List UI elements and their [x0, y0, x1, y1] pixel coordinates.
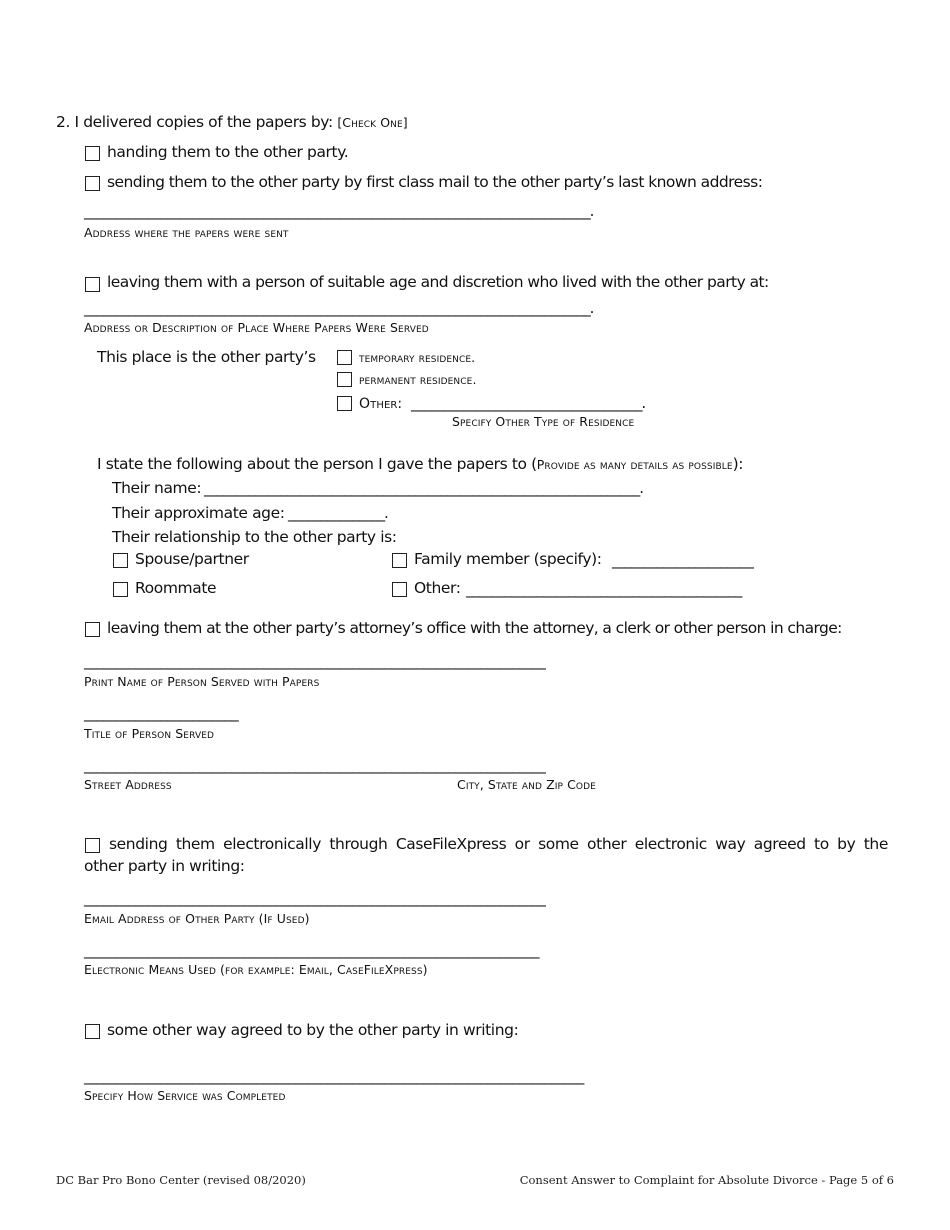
their-name-label: Their name: [112, 479, 202, 497]
attorney-office-checkbox[interactable] [85, 622, 100, 637]
email-address-field[interactable]: ________________________________________________________________________ [84, 889, 545, 907]
temporary-residence-label: temporary residence. [359, 350, 476, 365]
person-served-name-field[interactable]: ________________________________________________________________________ [84, 652, 545, 670]
attorney-office-label: leaving them at the other party’s attorney’s office with the attorney, a clerk or other person in charge: [107, 619, 842, 637]
other-way-caption: Specify How Service was Completed [84, 1088, 286, 1103]
permanent-residence-checkbox[interactable] [337, 372, 352, 387]
mail-address-field[interactable]: _______________________________________________________________________________. [84, 202, 594, 220]
electronic-delivery-label-line1: sending them electronically through CaseFileXpress or some other electronic way agreed to by the [109, 835, 888, 853]
city-state-zip-caption: City, State and Zip Code [457, 777, 596, 792]
their-age-field[interactable]: _______________. [288, 504, 388, 522]
electronic-delivery-label-line2: other party in writing: [84, 857, 245, 875]
other-relationship-label: Other: [414, 579, 461, 597]
check-one-note: [Check One] [337, 115, 408, 130]
mail-delivery-label: sending them to the other party by first class mail to the other party’s last known address: [107, 173, 763, 191]
footer-left: DC Bar Pro Bono Center (revised 08/2020) [56, 1173, 306, 1187]
electronic-delivery-checkbox[interactable] [85, 838, 100, 853]
person-served-title-field[interactable]: ________________________ [84, 704, 238, 722]
roommate-label: Roommate [135, 579, 217, 597]
mail-address-caption: Address where the papers were sent [84, 225, 289, 240]
other-relationship-checkbox[interactable] [392, 582, 407, 597]
suitable-person-label: leaving them with a person of suitable age and discretion who lived with the other party at: [107, 273, 769, 291]
hand-delivery-label: handing them to the other party. [107, 143, 349, 161]
relationship-label: Their relationship to the other party is: [112, 528, 397, 546]
family-member-field[interactable]: ______________________ [612, 551, 753, 569]
their-age-label: Their approximate age: [112, 504, 285, 522]
footer-right: Consent Answer to Complaint for Absolute Divorce - Page 5 of 6 [519, 1173, 894, 1187]
served-address-caption: Address or Description of Place Where Papers Were Served [84, 320, 429, 335]
other-way-checkbox[interactable] [85, 1024, 100, 1039]
other-relationship-field[interactable]: ___________________________________________ [466, 580, 742, 598]
electronic-means-field[interactable]: _______________________________________________________________________ [84, 941, 539, 959]
served-address-field[interactable]: _______________________________________________________________________________. [84, 299, 594, 317]
person-served-title-caption: Title of Person Served [84, 726, 215, 741]
other-way-field[interactable]: ______________________________________________________________________________ [84, 1067, 584, 1085]
section-title: I delivered copies of the papers by: [74, 113, 333, 131]
mail-delivery-checkbox[interactable] [85, 176, 100, 191]
family-member-checkbox[interactable] [392, 553, 407, 568]
place-intro: This place is the other party’s [97, 348, 316, 366]
roommate-checkbox[interactable] [113, 582, 128, 597]
other-residence-label: Other: [359, 396, 403, 412]
hand-delivery-checkbox[interactable] [85, 146, 100, 161]
suitable-person-checkbox[interactable] [85, 277, 100, 292]
their-name-field[interactable]: ____________________________________________________________________. [204, 479, 643, 497]
email-address-caption: Email Address of Other Party (If Used) [84, 911, 310, 926]
spouse-label: Spouse/partner [135, 550, 249, 568]
person-details-intro: I state the following about the person I gave the papers to (Provide as many details as possible): [97, 455, 744, 473]
other-residence-checkbox[interactable] [337, 396, 352, 411]
street-address-field[interactable]: ________________________________________________________________________ [84, 756, 545, 774]
other-residence-caption: Specify Other Type of Residence [452, 414, 635, 429]
section-number: 2. [56, 113, 70, 131]
section-heading [56, 113, 408, 131]
person-served-name-caption: Print Name of Person Served with Papers [84, 674, 320, 689]
family-member-label: Family member (specify): [414, 550, 602, 568]
other-way-label: some other way agreed to by the other party in writing: [107, 1021, 519, 1039]
temporary-residence-checkbox[interactable] [337, 350, 352, 365]
street-address-caption: Street Address [84, 777, 172, 792]
other-residence-field[interactable]: ____________________________________. [411, 394, 646, 412]
spouse-checkbox[interactable] [113, 553, 128, 568]
permanent-residence-label: permanent residence. [359, 372, 477, 387]
electronic-means-caption: Electronic Means Used (for example: Email, CaseFileXpress) [84, 962, 428, 977]
